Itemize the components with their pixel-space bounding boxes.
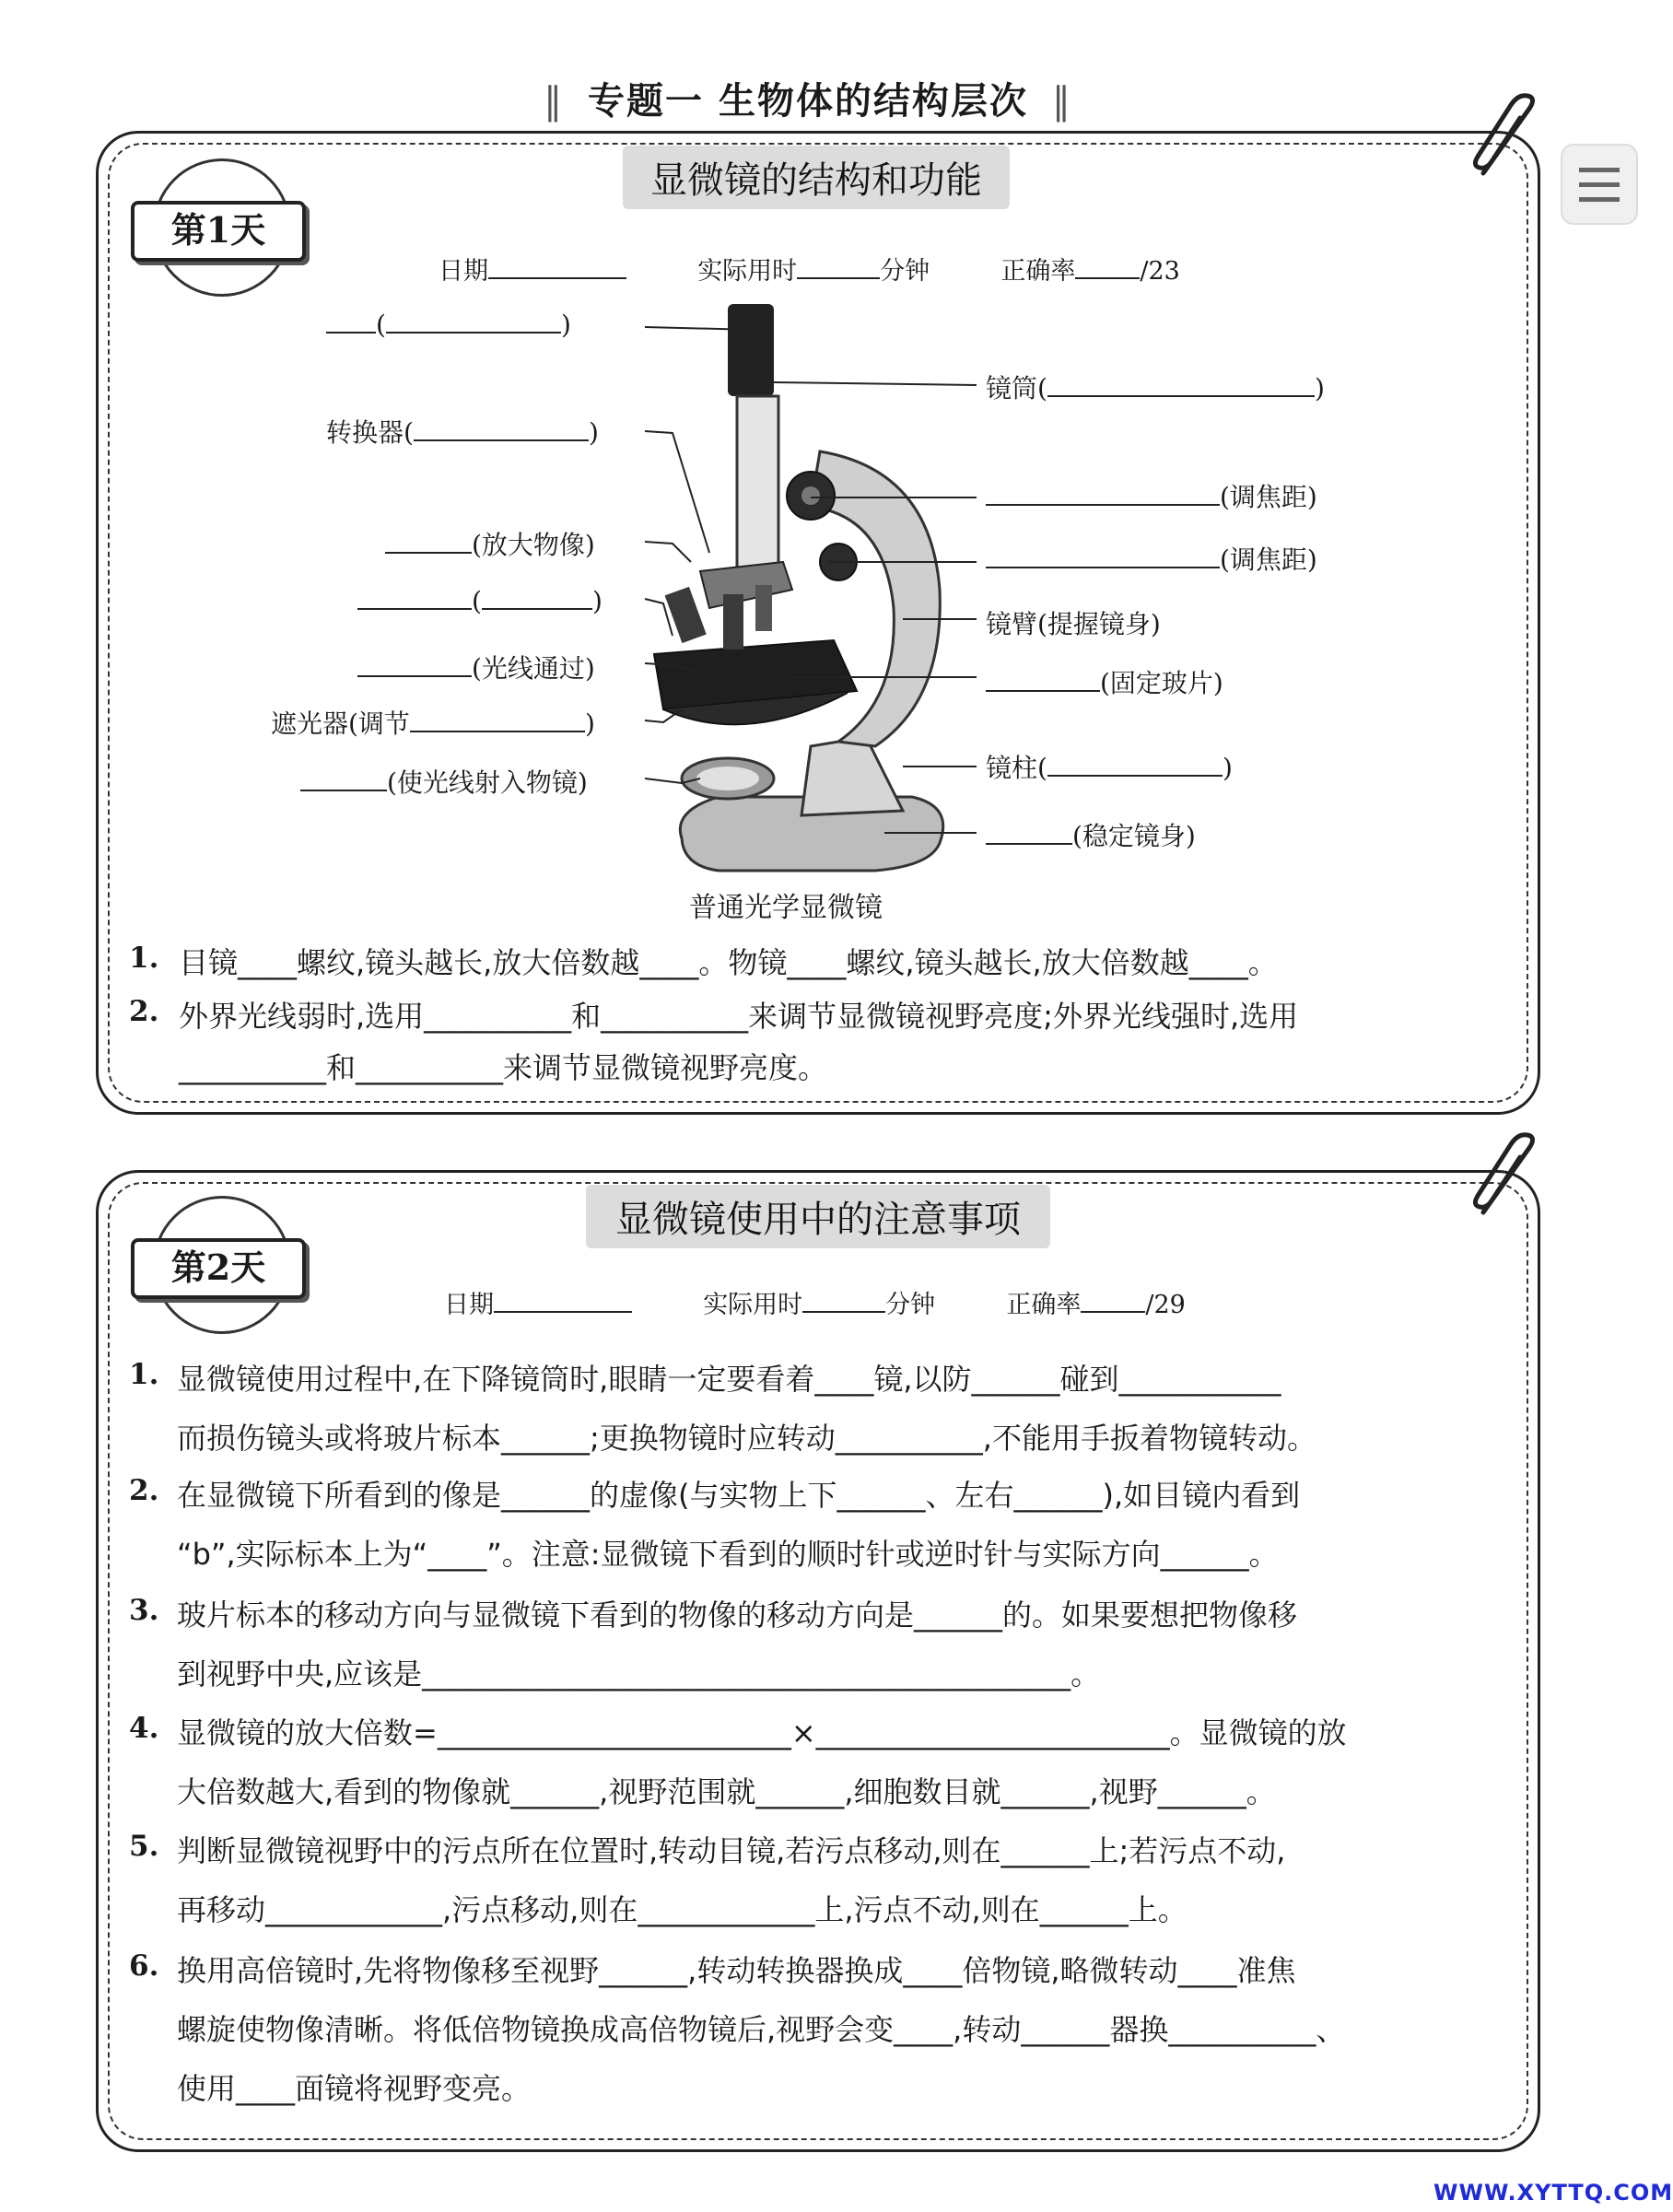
paperclip-icon [1465,1131,1548,1223]
page-header: ‖ 专题一 生物体的结构层次 ‖ [544,79,1072,123]
label-objective: (放大物像) [385,525,595,562]
day1-q1-num: 1. [129,942,159,975]
label-mirror: (使光线射入物镜) [300,763,588,800]
day2-q4-line2: 大倍数越大,看到的物像就______,视野范围就______,细胞数目就______,视野______。 [177,1774,1276,1809]
watermark-url[interactable]: WWW.XYTTQ.COM [1433,2180,1673,2206]
day2-q4-line1: 显微镜的放大倍数=________________________×________________________。显微镜的放 [177,1715,1347,1750]
day2-meta: 日期 实际用时 分钟 正确率 /29 [444,1291,1186,1319]
label-converter: 转换器( ) [326,417,599,448]
day1-badge: 第1天 [131,201,306,262]
label-base: (稳定镜身) [986,816,1196,853]
label-pillar: 镜柱( ) [986,753,1233,783]
day2-q2-line1: 在显微镜下所看到的像是______的虚像(与实物上下______、左右______),如目镜内看到 [177,1478,1301,1513]
day2-q6-line1: 换用高倍镜时,先将物像移至视野______,转动转换器换成____倍物镜,略微转动____准焦 [177,1953,1296,1988]
time-blank[interactable] [802,1289,885,1313]
day1-meta: 日期 实际用时 分钟 正确率 /23 [439,257,1180,286]
header-title: 专题一 生物体的结构层次 [588,79,1028,123]
day1-q2-line2: __________和__________来调节显微镜视野亮度。 [179,1050,828,1085]
label-tube: 镜筒( ) [986,373,1325,404]
date-blank[interactable] [494,1289,632,1313]
day1-q2-num: 2. [129,995,159,1028]
day2-q5-num: 5. [129,1830,159,1863]
day2-q6-line2: 螺旋使物像清晰。将低倍物镜换成高倍物镜后,视野会变____,转动______器换__________、 [177,2012,1346,2047]
figure-caption: 普通光学显微镜 [689,892,883,924]
label-diaphragm: 遮光器(调节 ) [271,708,595,739]
day2-q5-line1: 判断显微镜视野中的污点所在位置时,转动目镜,若污点移动,则在______上;若污点不动, [177,1833,1286,1868]
day2-q1-line1: 显微镜使用过程中,在下降镜筒时,眼睛一定要看着____镜,以防______碰到___________ [177,1362,1281,1397]
day2-q6-line3: 使用____面镜将视野变亮。 [177,2071,532,2106]
day2-badge: 第2天 [131,1238,306,1299]
day2-q5-line2: 再移动____________,污点移动,则在____________上,污点不动,则在______上。 [177,1892,1187,1927]
rate-blank[interactable] [1081,1289,1145,1313]
label-fine-focus: (调焦距) [986,540,1317,577]
label-arm: 镜臂(提握镜身) [986,609,1161,639]
label-clips: (固定玻片) [986,663,1223,700]
label-stage: ( ) [357,586,603,616]
day1-title: 显微镜的结构和功能 [623,146,1010,209]
day2-q2-line2: “b”,实际标本上为“____”。注意:显微镜下看到的顺时针或逆时针与实际方向______。 [177,1537,1279,1572]
day1-q2-line1: 外界光线弱时,选用__________和__________来调节显微镜视野亮度;外界光线强时,选用 [179,999,1299,1034]
day2-q3-line2: 到视野中央,应该是____________________________________________。 [177,1656,1101,1691]
label-eyepiece: ( ) [326,310,571,340]
label-aperture: (光线通过) [357,649,595,685]
day2-q4-num: 4. [129,1712,159,1745]
day1-q1-line1: 目镜____螺纹,镜头越长,放大倍数越____。物镜____螺纹,镜头越长,放大倍数越____。 [179,945,1278,980]
day2-q2-num: 2. [129,1474,159,1507]
label-coarse-focus: (调焦距) [986,477,1317,514]
day2-q1-num: 1. [129,1358,159,1391]
day2-title: 显微镜使用中的注意事项 [586,1185,1050,1248]
day2-q3-line1: 玻片标本的移动方向与显微镜下看到的物像的移动方向是______的。如果要想把物像移 [177,1598,1298,1633]
day2-q1-line2: 而损伤镜头或将玻片标本______;更换物镜时应转动__________,不能用手扳着物镜转动。 [177,1421,1316,1456]
day2-q6-num: 6. [129,1949,159,1983]
day2-q3-num: 3. [129,1594,159,1627]
